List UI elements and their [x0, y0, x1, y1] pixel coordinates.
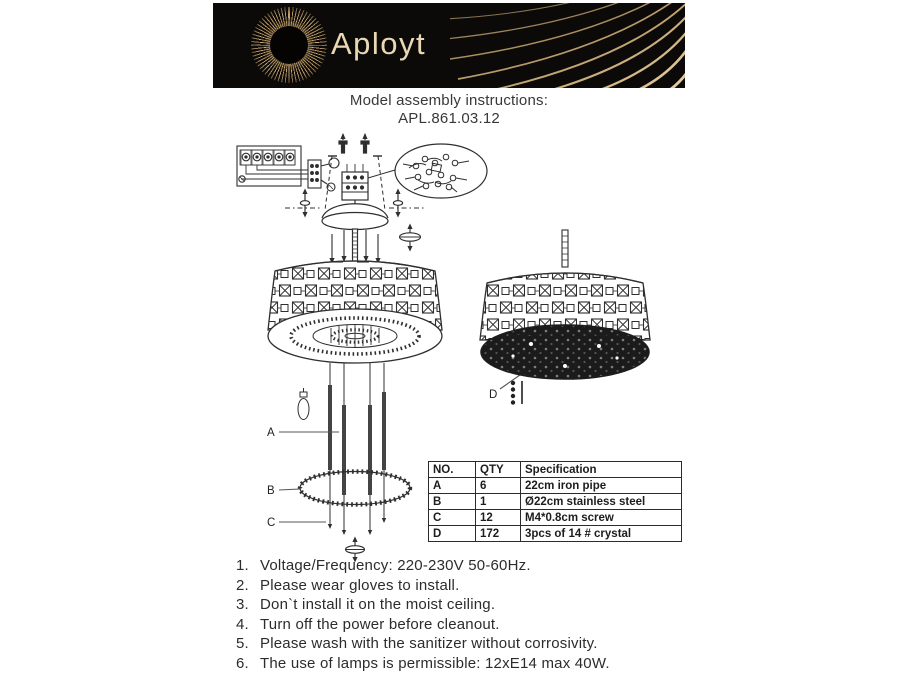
col-header-spec: Specification [521, 462, 682, 478]
table-row: C 12 M4*0.8cm screw [429, 510, 682, 526]
title-block [213, 92, 685, 128]
list-item: Please wear gloves to install. [260, 576, 460, 594]
label-d: D [489, 389, 498, 401]
list-item: Voltage/Frequency: 220-230V 50-60Hz. [260, 557, 531, 574]
table-row: A 6 22cm iron pipe [429, 478, 682, 494]
terminal-block-drawing [237, 146, 339, 191]
screw-icon [300, 189, 309, 218]
list-item: Turn off the power before cleanout. [260, 615, 500, 633]
screw-icon [393, 189, 402, 218]
label-c: C [267, 517, 276, 529]
chandelier-assembled-drawing [480, 230, 650, 379]
parts-table [428, 461, 682, 542]
col-header-no: NO. [429, 462, 476, 478]
list-item: Please wash with the sanitizer without corrosivity. [260, 635, 598, 653]
gold-rays-decoration [450, 3, 685, 88]
label-a: A [267, 427, 275, 439]
safety-instructions-list [236, 556, 696, 674]
list-item: Don`t install it on the moist ceiling. [260, 596, 496, 614]
sunburst-logo-icon [251, 7, 327, 83]
list-item: The use of lamps is permissible: 12xE14 max 40W. [260, 654, 610, 672]
table-row: D 172 3pcs of 14 # crystal [429, 526, 682, 542]
canopy-mount-drawing [285, 133, 425, 262]
brand-banner [213, 3, 685, 88]
candle-bulb-icon [298, 388, 309, 420]
wiring-callout-detail [395, 144, 487, 198]
label-b: B [267, 485, 275, 497]
model-number: APL.861.03.12 [398, 110, 500, 127]
chandelier-exploded-drawing [268, 261, 442, 563]
col-header-qty: QTY [476, 462, 521, 478]
table-header-row [429, 462, 682, 478]
screw-icon [400, 224, 421, 252]
crystal-strand-icon [511, 381, 522, 405]
title-line-1: Model assembly instructions: [349, 92, 549, 109]
brand-name: Aployt [331, 26, 427, 61]
table-row: B 1 Ø22cm stainless steel [429, 494, 682, 510]
